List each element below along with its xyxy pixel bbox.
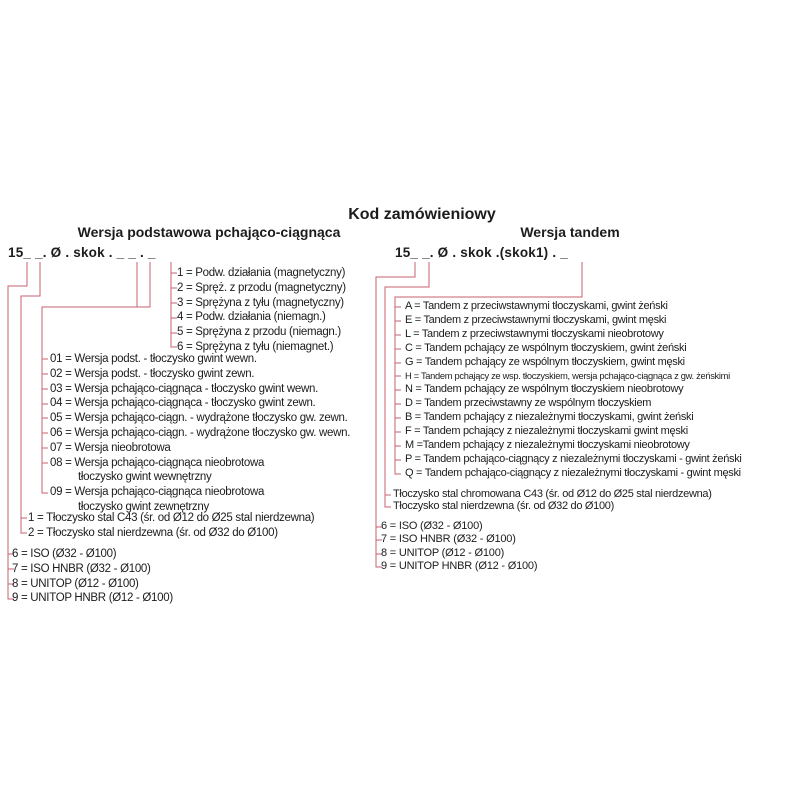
tandem-type-list	[405, 300, 742, 481]
basic-action-type-list	[177, 266, 346, 355]
list-item: 6 = ISO (Ø32 - Ø100)	[381, 520, 483, 532]
list-item: 6 = Sprężyna z tyłu (niemagnet.)	[177, 340, 334, 353]
tandem-version-heading: Wersja tandem	[520, 224, 620, 240]
list-item: 1 = Tłoczysko stal C43 (śr. od Ø12 do Ø25 stal nierdzewna)	[28, 512, 315, 524]
basic-version-heading: Wersja podstawowa pchająco-ciągnąca	[77, 224, 341, 240]
basic-rod-material-list	[28, 511, 314, 541]
list-item: B = Tandem pchający z niezależnymi tłoczyskami, gwint żeński	[405, 411, 694, 424]
list-item-line2: tłoczysko gwint wewnętrzny	[78, 471, 212, 484]
list-item: A = Tandem z przeciwstawnymi tłoczyskami, gwint żeński	[405, 300, 668, 312]
list-item: 7 = ISO HNBR (Ø32 - Ø100)	[381, 533, 516, 546]
list-item: E = Tandem z przeciwstawnymi tłoczyskami, gwint męski	[405, 313, 667, 326]
list-item: H = Tandem pchający ze wsp. tłoczyskiem, wersja pchająco-ciągnąca z gw. żeńskimi	[405, 370, 730, 381]
line-basic-rod-material	[21, 262, 40, 533]
basic-version-list	[50, 352, 350, 515]
list-item: F = Tandem pchający z niezależnymi tłoczyskami gwint męski	[405, 425, 688, 438]
list-item: Tłoczysko stal chromowana C43 (śr. od Ø12 do Ø25 stal nierdzewna)	[393, 488, 712, 500]
list-item: M =Tandem pchający z niezależnymi tłoczyskami nieobrotowy	[405, 439, 690, 452]
list-item: P = Tandem pchająco-ciągnący z niezależnymi tłoczyskami - gwint żeński	[405, 452, 742, 465]
list-item: 5 = Sprężyna z przodu (niemagn.)	[177, 326, 341, 339]
list-item: C = Tandem pchający ze wspólnym tłoczyskiem, gwint żeński	[405, 341, 687, 354]
list-item: 6 = ISO (Ø32 - Ø100)	[12, 548, 117, 560]
list-item: 01 = Wersja podst. - tłoczysko gwint wewn.	[50, 353, 257, 365]
page-title: Kod zamówieniowy	[348, 206, 496, 223]
basic-seal-series-list	[12, 547, 173, 606]
list-item: 3 = Sprężyna z tyłu (magnetyczny)	[177, 296, 344, 309]
list-item: 04 = Wersja pchająco-ciągnąca - tłoczysko gwint zewn.	[50, 397, 316, 410]
list-item: 07 = Wersja nieobrotowa	[50, 441, 171, 454]
list-item: 06 = Wersja pchająco-ciągn. - wydrążone tłoczysko gw. wewn.	[50, 426, 351, 439]
list-item: 9 = UNITOP HNBR (Ø12 - Ø100)	[381, 560, 538, 573]
list-item-line2: tłoczysko gwint zewnętrzny	[78, 500, 209, 513]
list-item: L = Tandem z przeciwstawnymi tłoczyskami nieobrotowy	[405, 327, 664, 340]
tandem-seal-series-list	[381, 520, 537, 574]
list-item: 05 = Wersja pchająco-ciągn. - wydrążone tłoczysko gw. zewn.	[50, 412, 348, 425]
list-item: Tłoczysko stal nierdzewna (śr. od Ø32 do Ø100)	[393, 499, 614, 512]
tandem-rod-material-list	[393, 489, 712, 513]
list-item: 1 = Podw. działania (magnetyczny)	[177, 267, 346, 279]
list-item: G = Tandem pchający ze wspólnym tłoczyskiem, gwint męski	[405, 355, 685, 368]
list-item: 03 = Wersja pchająco-ciągnąca - tłoczysko gwint wewn.	[50, 382, 319, 395]
list-item: 8 = UNITOP (Ø12 - Ø100)	[381, 546, 505, 559]
list-item: 2 = Spręż. z przodu (magnetyczny)	[177, 281, 346, 294]
list-item: 8 = UNITOP (Ø12 - Ø100)	[12, 577, 139, 590]
list-item: 09 = Wersja pchająco-ciągnąca nieobrotowa	[50, 486, 265, 499]
list-item: D = Tandem przeciwstawny ze wspólnym tłoczyskiem	[405, 397, 652, 410]
list-item: 7 = ISO HNBR (Ø32 - Ø100)	[12, 562, 151, 575]
list-item: Q = Tandem pchająco-ciągnący z niezależnymi tłoczyskami - gwint męski	[405, 466, 741, 479]
list-item: 4 = Podw. działania (niemagn.)	[177, 311, 326, 324]
list-item: N = Tandem pchający ze wspólnym tłoczyskiem nieobrotowy	[405, 383, 684, 396]
order-code-basic: 15_ _. Ø . skok . _ _ . _	[8, 245, 156, 260]
order-code-tandem: 15_ _. Ø . skok .(skok1) . _	[395, 245, 568, 260]
list-item: 08 = Wersja pchająco-ciągnąca nieobrotowa	[50, 456, 265, 469]
list-item: 2 = Tłoczysko stal nierdzewna (śr. od Ø32 do Ø100)	[28, 526, 278, 539]
list-item: 02 = Wersja podst. - tłoczysko gwint zewn.	[50, 367, 255, 380]
list-item: 9 = UNITOP HNBR (Ø12 - Ø100)	[12, 592, 173, 605]
